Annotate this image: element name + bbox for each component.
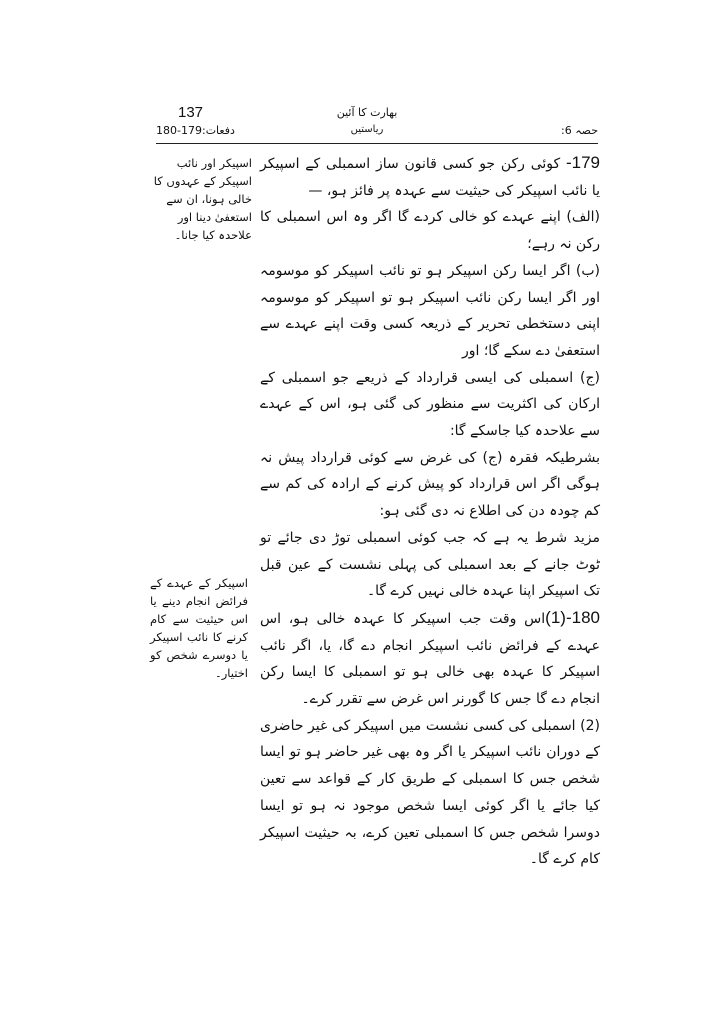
article-number: 180-(1): [545, 607, 600, 627]
document-subtitle: ریاستیں: [350, 124, 384, 135]
clause-be: (ب) اگر ایسا رکن اسپیکر ہو تو نائب اسپیکر کو موسومہ اور اگر ایسا رکن نائب اسپیکر ہو تو اسپیکر کو موسومہ اپنی دستخطی تحریر کے ذریعہ کسی وقت اپنے عہدے سے استعفیٰ دے سکے گا؛ اور: [260, 262, 600, 359]
article-179-paragraph: [260, 150, 600, 204]
article-body: [260, 150, 600, 873]
article-180-clause-1: [260, 605, 600, 713]
document-title: بھارت کا آئین: [336, 106, 398, 119]
article-180-clause-2: (2) اسمبلی کی کسی نشست میں اسپیکر کی غیر حاضری کے دوران نائب اسپیکر یا اگر وہ بھی غیر حاضر ہو تو ایسا شخص جس کا اسمبلی کے طریق کار کے قواعد سے تعین کیا جائے یا اگر کوئی ایسا شخص موجود نہ ہو تو ایسا دوسرا شخص جس کا اسمبلی تعین کرے، بہ حیثیت اسپیکر کام کرے گا۔: [260, 717, 600, 868]
proviso-1: بشرطیکہ فقرہ (ج) کی غرض سے کوئی قرارداد پیش نہ ہوگی اگر اس قرارداد کو پیش کرنے کے ارادہ کی کم سے کم چودہ دن کی اطلاع نہ دی گئی ہو:: [260, 449, 600, 520]
clause-alif: (الف) اپنے عہدے کو خالی کردے گا اگر وہ اس اسمبلی کا رکن نہ رہے؛: [260, 209, 600, 253]
articles-range: دفعات:179-180: [156, 124, 235, 137]
paragraph-text: اس وقت جب اسپیکر کا عہدہ خالی ہو، اس عہدے کے فرائض نائب اسپیکر انجام دے گا، یا، اگر نائب اسپیکر کا عہدہ بھی خالی ہو تو اسمبلی کا ایسا رکن انجام دے گا جس کا گورنر اس غرض سے تقرر کرے۔: [260, 610, 600, 708]
proviso-2: مزید شرط یہ ہے کہ جب کوئی اسمبلی توڑ دی جائے تو ٹوٹ جانے کے بعد اسمبلی کی پہلی نشست کے عین قبل تک اسپیکر اپنا عہدہ خالی نہیں کرے گا۔: [260, 529, 600, 600]
paragraph-text: کوئی رکن جو کسی قانون ساز اسمبلی کے اسپیکر یا نائب اسپیکر کی حیثیت سے عہدہ پر فائز ہو، —: [260, 156, 600, 199]
clause-jeem: (ج) اسمبلی کی ایسی قرارداد کے ذریعے جو اسمبلی کے ارکان کی اکثریت سے منظور کی گئی ہو، اس کے عہدے سے علاحدہ کیا جاسکے گا:: [260, 369, 600, 440]
part-label: حصہ 6:: [561, 124, 598, 137]
header-divider: [156, 143, 598, 144]
marginal-note-179: اسپیکر اور نائب اسپیکر کے عہدوں کا خالی ہونا، ان سے استعفیٰ دینا اور علاحدہ کیا جانا۔: [153, 156, 252, 242]
marginal-note-180: اسپیکر کے عہدے کے فرائض انجام دینے یا اس حیثیت سے کام کرنے کا نائب اسپیکر یا دوسرے شخص کو اختیار۔: [150, 576, 248, 680]
page-number: 137: [178, 104, 204, 121]
article-number: 179-: [565, 153, 600, 172]
